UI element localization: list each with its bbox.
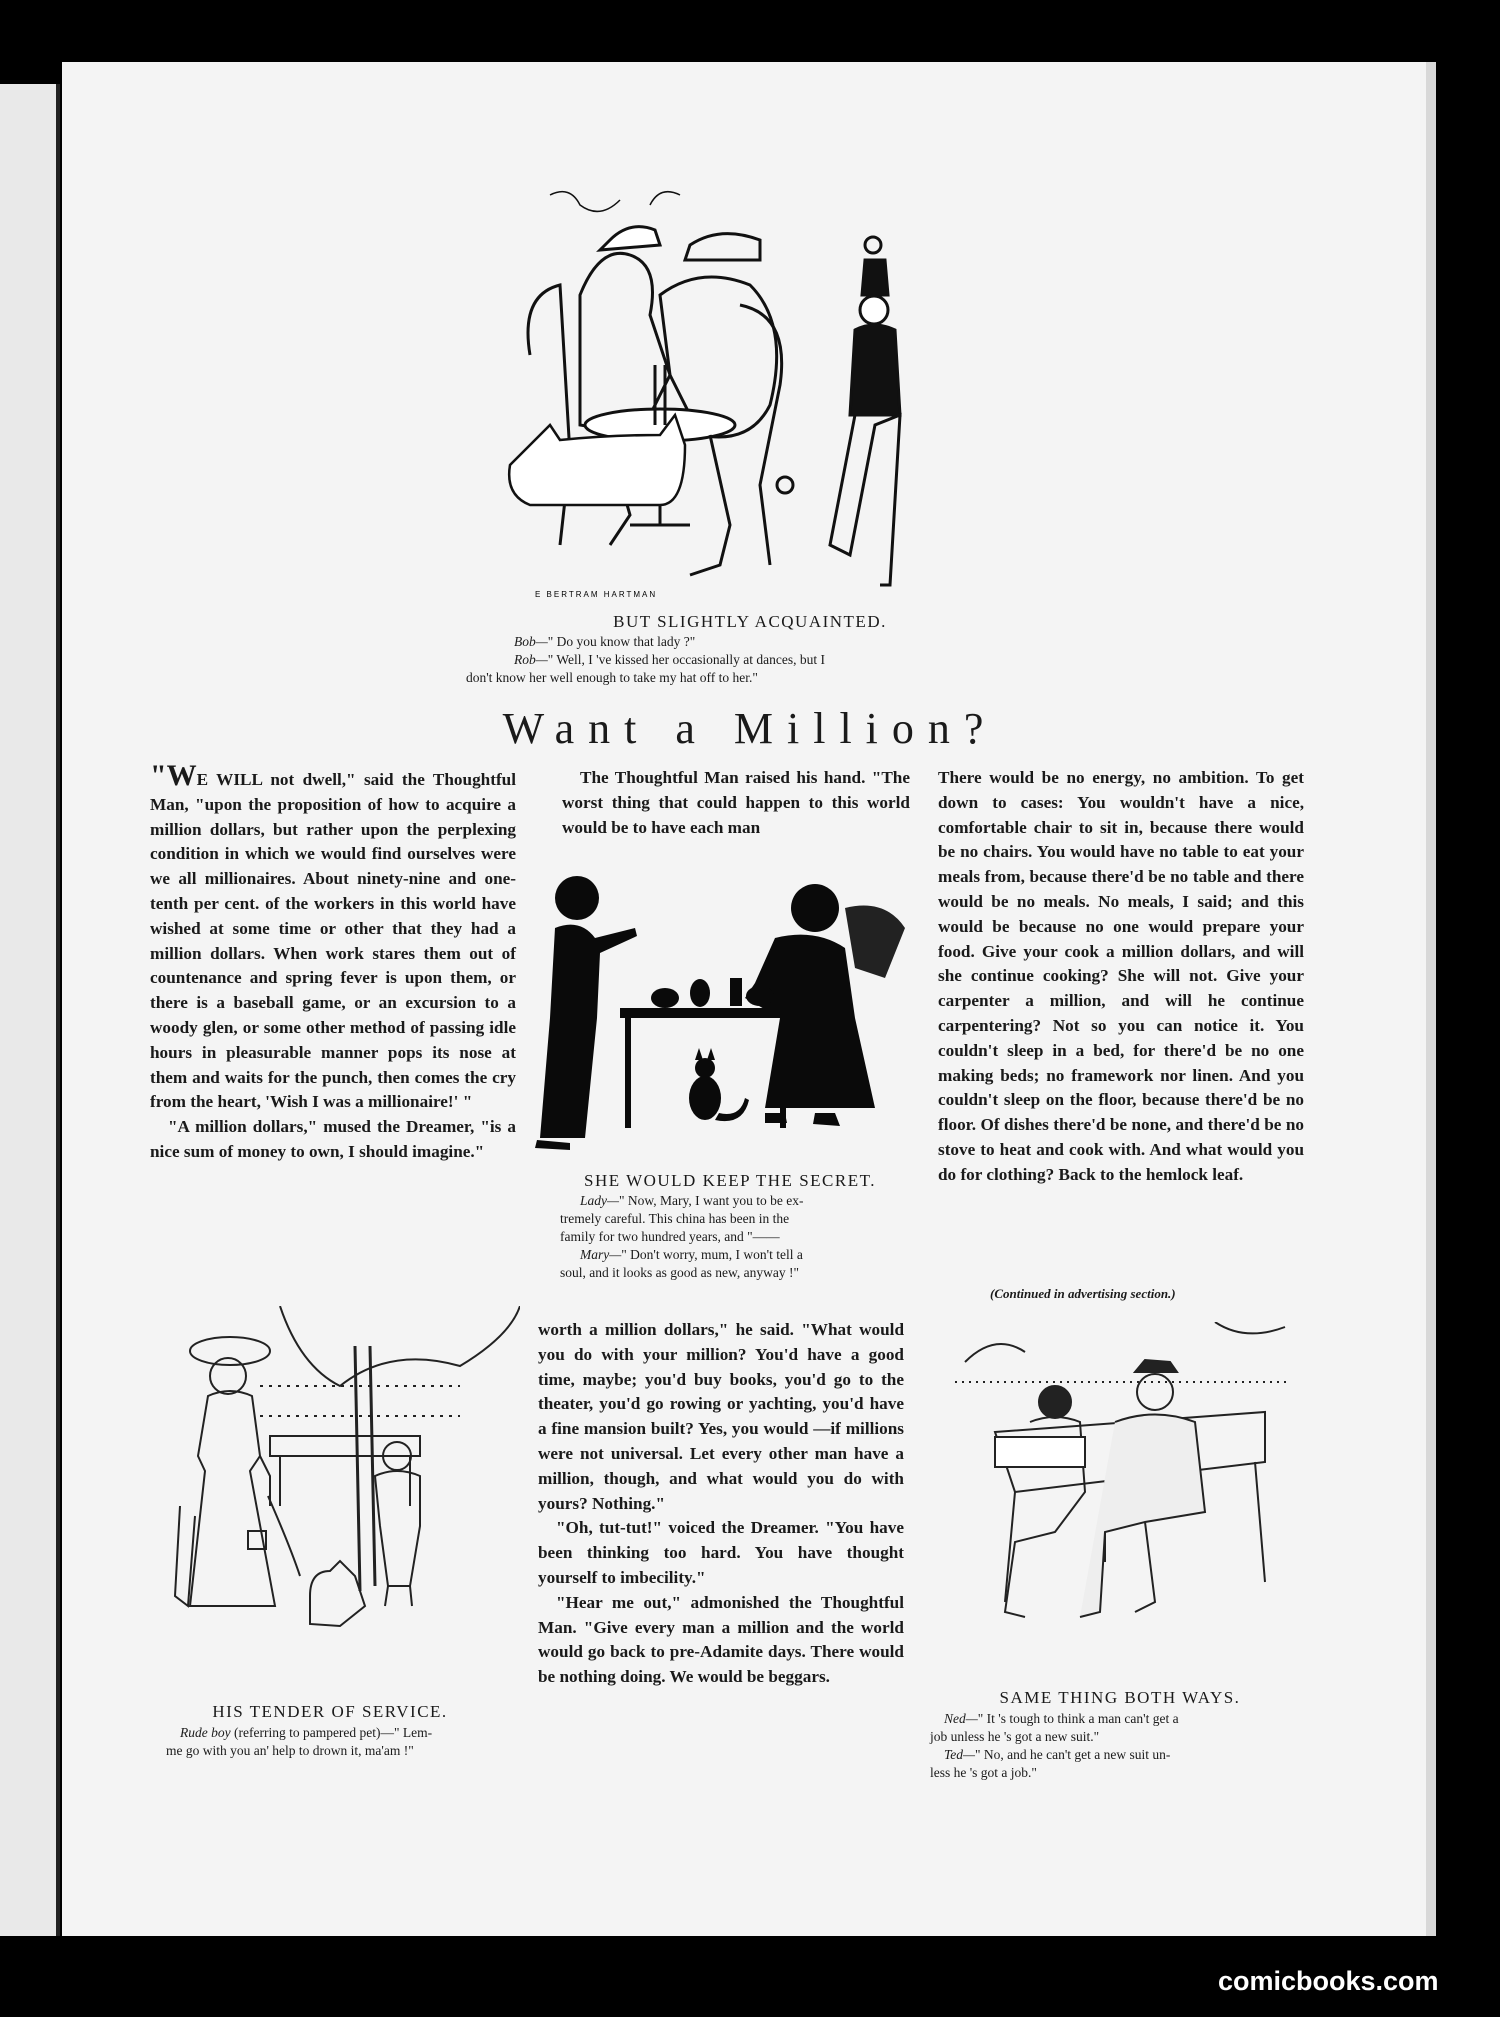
previous-page-edge [0, 84, 58, 1936]
article-paragraph: "Hear me out," admonished the Thoughtful Man. "Give every man a million and the world would go back to pre-Adamite days. There would be nothing doing. We would be beggars. [538, 1592, 904, 1687]
caption-line-3: don't know her well enough to take my hat off to her." [466, 670, 758, 685]
article-column-1 [150, 759, 516, 1165]
article-paragraph: "Oh, tut-tut!" voiced the Dreamer. "You have been thinking too hard. You have thought yourself to imbecility." [538, 1518, 904, 1587]
site-watermark: comicbooks.com [1218, 1966, 1439, 1996]
caption-line-1: " Do you know that lady ?" [547, 634, 696, 649]
lady-with-dog-illustration [160, 1306, 520, 1691]
article-paragraph: "WE WILL not dwell," said the Thoughtful Man, "upon the proposition of how to acquire a million dollars, but rather upon the perplexing condition in which we would find ourselves were we all millionaires. About ninety-nine and one-tenth per cent. of the workers in this world have wished at some time or other that they had a million dollars. When work stares them out of countenance and spring fever is upon them, or there is a baseball game, or an excursion to a woody glen, or some other method of passing idle hours in pleasurable manner pops its nose at them and waits for the punch, then comes the cry from the heart, 'Wish I was a millionaire!' " [150, 759, 516, 1112]
silhouette-cartoon-illustration [525, 868, 935, 1168]
bench-cartoon-title: SAME THING BOTH WAYS. [999, 1688, 1241, 1707]
speaker-bob: Bob— [514, 634, 548, 649]
article-column-2-bottom [538, 1318, 904, 1690]
article-column-2-top: The Thoughtful Man raised his hand. "The worst thing that could happen to this world would be to have each man [562, 768, 910, 837]
continued-note: (Continued in advertising section.) [990, 1286, 1176, 1301]
top-cartoon-illustration [460, 185, 1020, 605]
speaker-rob: Rob— [514, 652, 548, 667]
page-right-edge [1426, 62, 1436, 1936]
article-headline: Want a Million? [502, 704, 998, 753]
silhouette-cartoon-caption: Lady—" Now, Mary, I want you to be ex- tremely careful. This china has been in the family for two hundred years, and "—— Mary—" Don't worry, mum, I won't tell a soul, and it looks as good as new, anyway !" [560, 1193, 804, 1280]
cartoon-signature: E BERTRAM HARTMAN [535, 590, 658, 599]
silhouette-cartoon-title: SHE WOULD KEEP THE SECRET. [584, 1171, 876, 1190]
lady-cartoon-caption: Rude boy (referring to pampered pet)—" Lem- me go with you an' help to drown it, ma'am !" [166, 1725, 433, 1758]
top-cartoon-title: BUT SLIGHTLY ACQUAINTED. [613, 612, 887, 631]
lady-cartoon-title: HIS TENDER OF SERVICE. [212, 1702, 448, 1721]
caption-line-2: " Well, I 've kissed her occasionally at dances, but I [547, 652, 826, 667]
bench-cartoon-caption: Ned—" It 's tough to think a man can't get a job unless he 's got a new suit." Ted—" No, and he can't get a new suit un- less he 's got a job." [930, 1711, 1179, 1780]
article-paragraph: worth a million dollars," he said. "What would you do with your million? You'd have a good time, maybe; you'd buy books, you'd go to the theater, you'd go rowing or yachting, you'd have a fine mansion built? Yes, you would —if millions were not universal. Let every other man have a million, though, and what would you do with yours? Nothing." [538, 1320, 904, 1513]
park-bench-illustration [955, 1322, 1290, 1652]
article-column-3: There would be no energy, no ambition. To get down to cases: You wouldn't have a nice, comfortable chair to sit in, because there would be no chairs. You would have no table to eat your meals from, because there'd be no table and there would be no meals. No meals, I said; and this would be because no one would prepare your food. Give your cook a million dollars, and will she continue cooking? She will not. Give your carpenter a million, and will he continue carpentering? Not so you can notice it. You couldn't sleep in a bed, for there'd be no one making beds; no framework nor linen. And you couldn't sleep on the floor, because there'd be no floor. Of dishes there'd be none, and there'd be no stove to heat and cook with. And what would you do for clothing? Back to the hemlock leaf. [938, 768, 1304, 1184]
gutter-shadow [56, 84, 60, 1936]
article-paragraph: "A million dollars," mused the Dreamer, "is a nice sum of money to own, I should imagine." [150, 1117, 516, 1161]
drop-cap: "W [150, 759, 197, 792]
top-cartoon-caption [466, 633, 1006, 687]
